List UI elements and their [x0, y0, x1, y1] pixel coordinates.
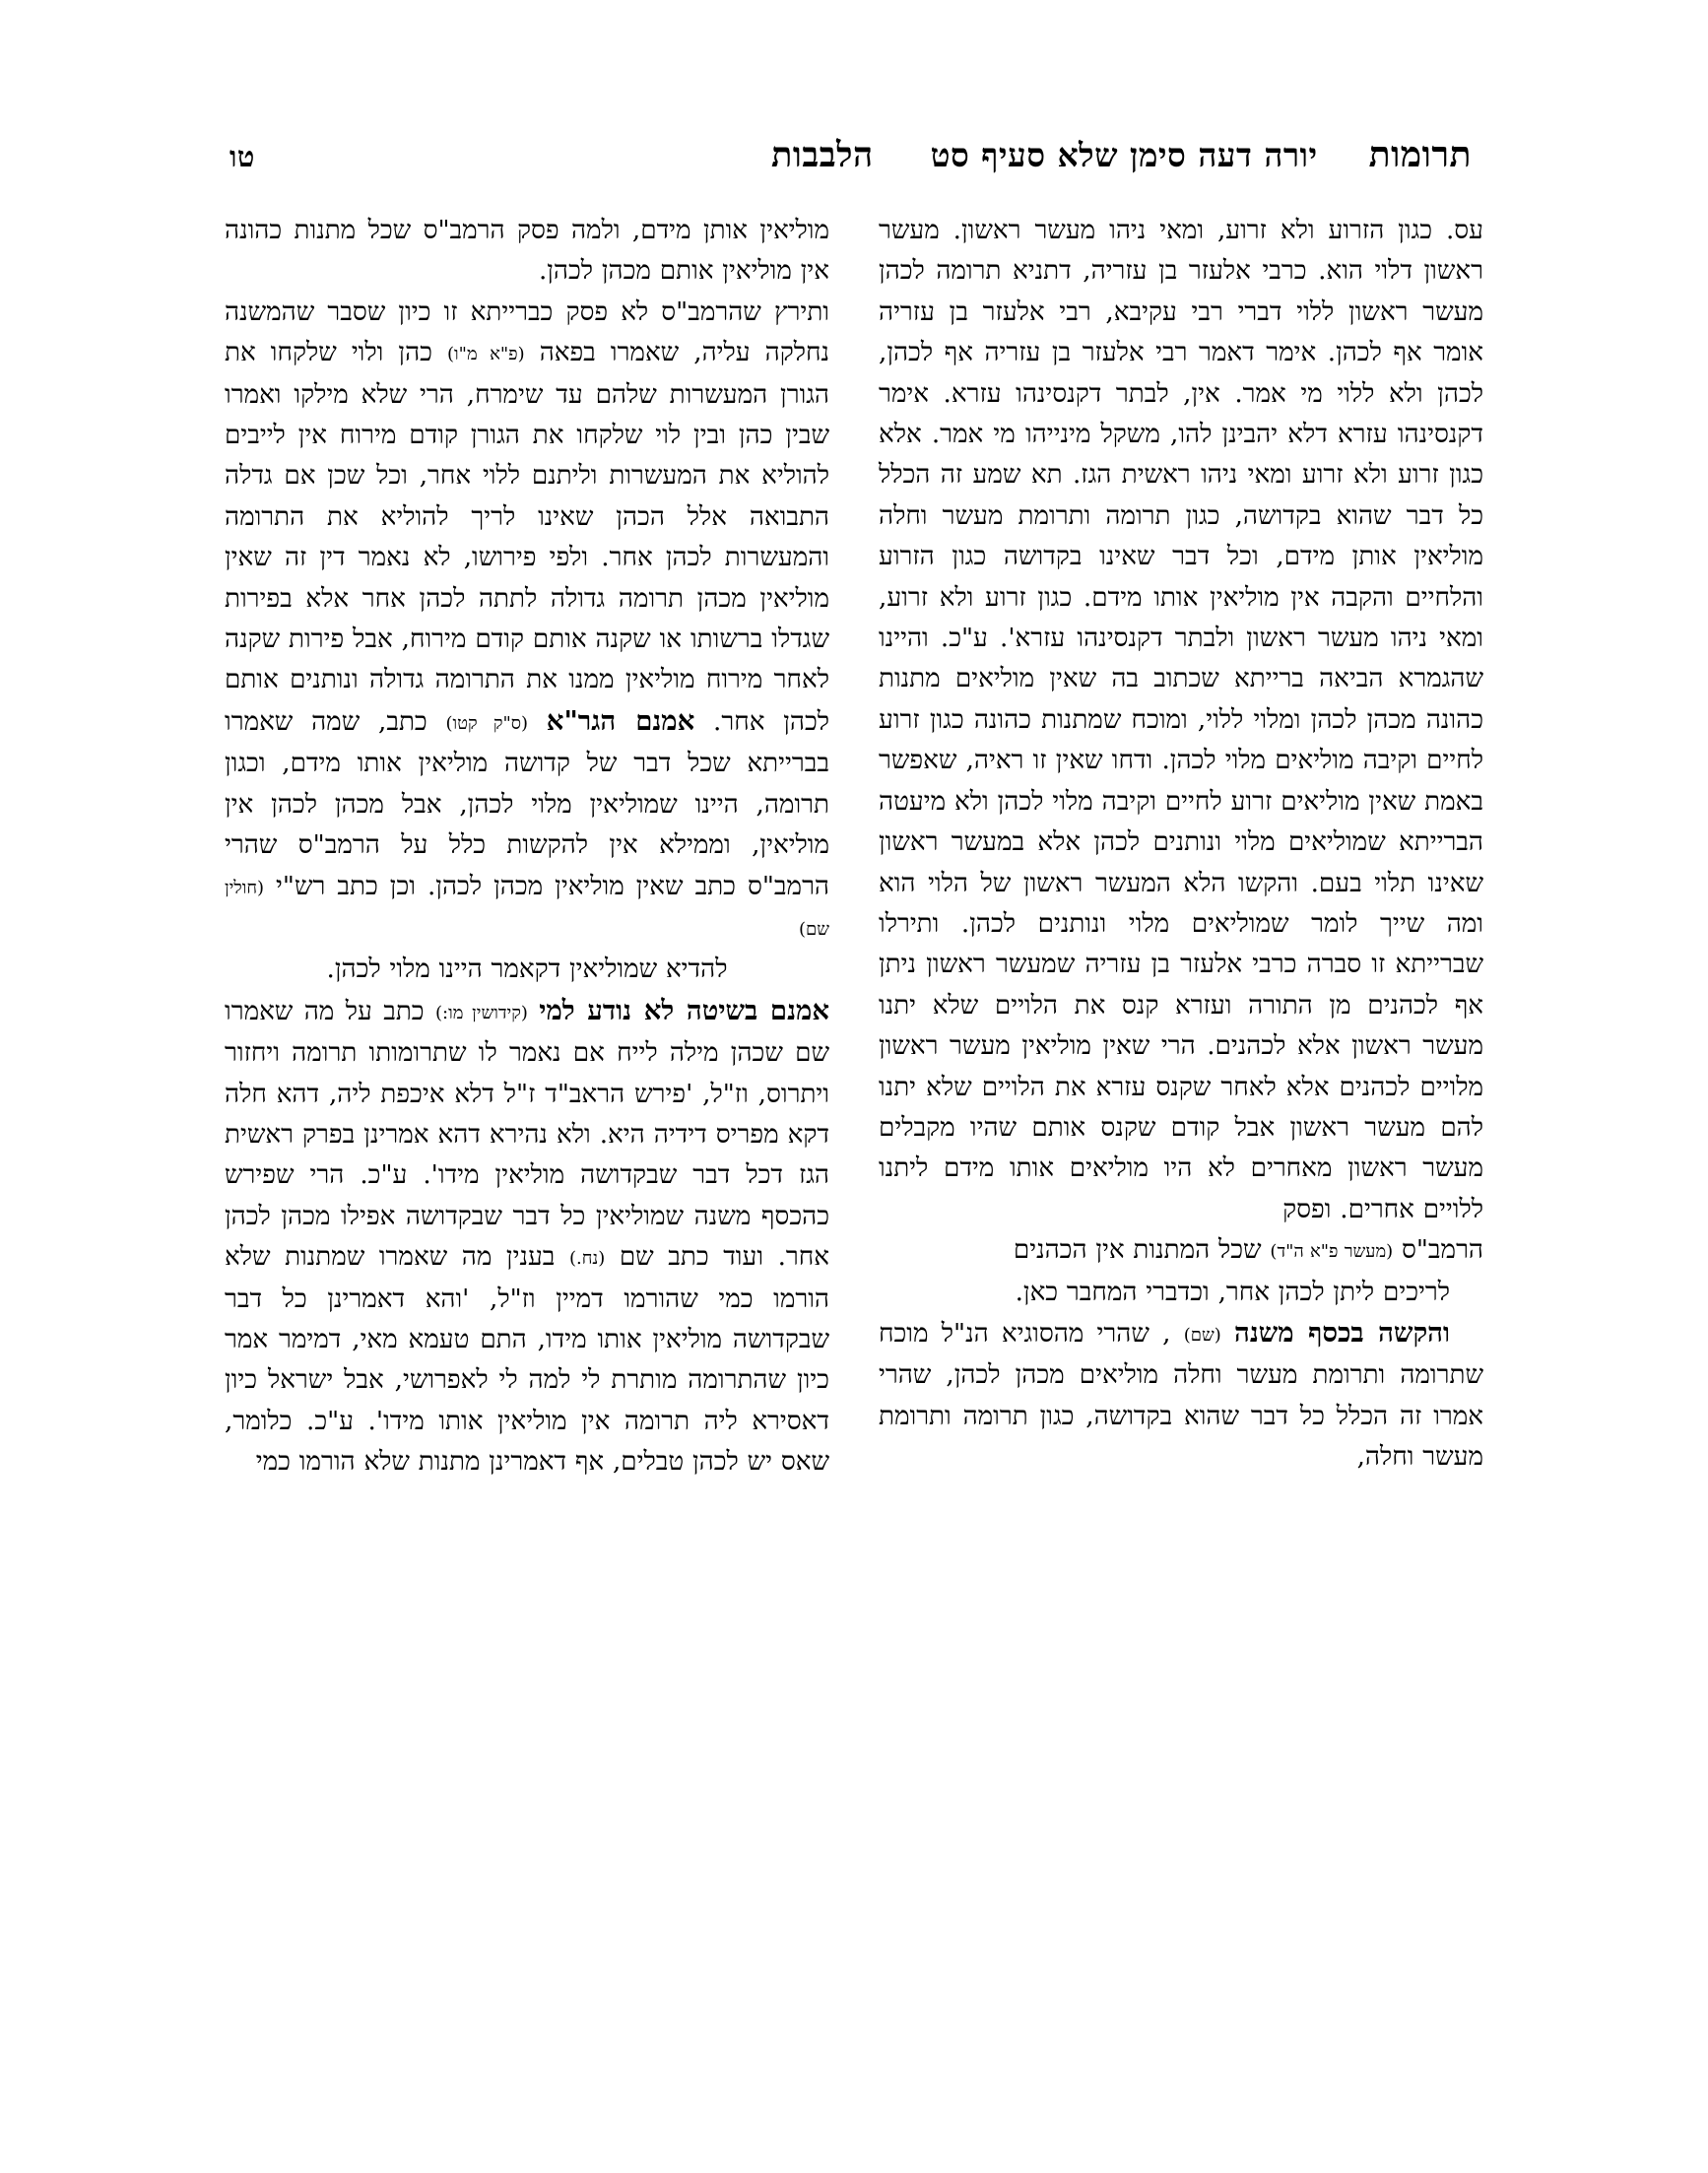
paragraph [225, 211, 829, 293]
source-reference: (קידושין מו:) [435, 1002, 528, 1023]
source-reference: (ס"ק קטו) [445, 712, 528, 734]
paragraph [225, 293, 829, 951]
source-reference: (מעשר פ"א ה"ד) [1270, 1241, 1394, 1263]
source-reference: (פ"א מ"ו) [447, 344, 525, 365]
paragraph [879, 1230, 1483, 1272]
paragraph-text-c: כתב, שמה שאמרו בברייתא שכל דבר של קדושה מוליאין אותו מידם, וכגון תרומה, היינו שמוליאין מלוי לכהן, אבל מכהן לכהן אין מוליאין, וממילא אין להקשות כלל על הרמב"ס שהרי הרמב"ס כתב שאין מוליאין מכהן לכהן. וכן כתב רש"י [225, 706, 829, 901]
column-left [225, 211, 829, 2078]
running-header-siman: יורה דעה סימן שלא סעיף סט [930, 136, 1318, 174]
paragraph-text: מוליאין אותן מידם, ולמה פסק הרמב"ס שכל מתנות כהונה אין מוליאין אותם מכהן לכהן. [225, 216, 829, 287]
paragraph-text-a: כתב על מה שאמרו שם שכהן מילה לייח אם נאמר לו שתרומותו תרומה ויחזור ויתרוס, וז"ל, 'פירש הראב"ד ז"ל דלא איכפת ליה, דהא חלה דקא מפריס דידיה היא. ולא נהירא דהא אמרינן בפרק ראשית הגז דכל דבר שבקדושה מוליאין מידו'. ע"כ. הרי שפירש כהכסף משנה שמוליאין כל דבר שבקדושה אפילו מכהן לכהן אחר. ועוד כתב שם [225, 996, 829, 1273]
paragraph [225, 950, 829, 990]
paragraph-text: עס. כגון הזרוע ולא זרוע, ומאי ניהו מעשר ראשון. מעשר ראשון דלוי הוא. כרבי אלעזר בן עזריה, דתניא תרומה לכהן מעשר ראשון ללוי דברי רבי עקיבא, רבי אלעזר בן עזריה אומר אף לכהן. אימר דאמר רבי אלעזר בן עזריה אף לכהן, לכהן ולא ללוי מי אמר. אין, לבתר דקנסינהו עזרא. אימר דקנסינהו עזרא דלא יהבינן להו, משקל מינייהו מי אמר. אלא כגון זרוע ולא זרוע ומאי ניהו ראשית הגז. תא שמע זה הכלל כל דבר שהוא בקדושה, כגון תרומה ותרומת מעשר וחלה מוליאין אותן מידם, וכל דבר שאינו בקדושה כגון הזרוע והלחיים והקבה אין מוליאין אותו מידם. כגון זרוע ולא זרוע, ומאי ניהו מעשר ראשון ולבתר דקנסינהו עזרא'. ע"כ. והיינו שהגמרא הביאה ברייתא שכתוב בה שאין מוליאים מתנות כהונה מכהן לכהן ומלוי ללוי, ומוכח שמתנות כהונה כגון זרוע לחיים וקיבה מוליאים מלוי לכהן. ודחו שאין זו ראיה, שאפשר באמת שאין מוליאים זרוע לחיים וקיבה מלוי לכהן ולא מיעטה הברייתא שמוליאים מלוי ונותנים לכהן אלא במעשר ראשון שאינו תלוי בעם. והקשו הלא המעשר ראשון של הלוי הוא ומה שייך לומר שמוליאים מלוי ונותנים לכהן. ותירלו שברייתא זו סברה כרבי אלעזר בן עזריה שמעשר ראשון ניתן אף לכהנים מן התורה ועזרא קנס את הלויים שלא יתנו מעשר ראשון אלא לכהנים. הרי שאין מוליאין מעשר ראשון מלויים לכהנים אלא לאחר שקנס עזרא את הלויים שלא יתנו להם מעשר ראשון אבל קודם שקנס אותם שהיו מקבלים מעשר ראשון מאחרים לא היו מוליאים אותו מידם ליתנו ללויים אחרים. ופסק [879, 216, 1483, 1224]
paragraph [879, 1313, 1483, 1479]
paragraph-text-a: ותירץ שהרמב"ס לא פסק כברייתא זו כיון שסבר שהמשנה נחלקה עליה, שאמרו בפאה [225, 296, 830, 368]
paragraph-lead: אמנם בשיטה לא נודע למי [539, 994, 829, 1026]
paragraph-text-b: שכל המתנות אין הכהנים [1013, 1235, 1262, 1266]
column-right [879, 211, 1483, 2078]
body-columns [225, 211, 1483, 2078]
paragraph-text-b: כהן ולוי שלקחו את הגורן המעשרות שלהם עד שימרח, הרי שלא מילקו ואמרו שבין כהן ובין לוי שלקחו את הגורן קודם מירוח אין לייבים להוליא את המעשרות וליתנם ללוי אחר, וכל שכן אם גדלה התבואה אלל הכהן שאינו לריך להוליא את התרומה והמעשרות לכהן אחר. ולפי פירושו, לא נאמר דין זה שאין מוליאין מכהן תרומה גדולה לתתה לכהן אחר אלא בפירות שגדלו ברשותו או שקנה אותם קודם מירוח, אבל פירות שקנה לאחר מירוח מוליאין ממנו את התרומה גדולה ונותנים אותם לכהן אחר. [225, 338, 830, 737]
source-reference: (שם) [1183, 1324, 1221, 1346]
running-header [230, 134, 1472, 202]
running-header-main [771, 134, 1472, 175]
paragraph [879, 1273, 1483, 1313]
running-header-book: הלבבות [771, 135, 874, 175]
paragraph-text-b: בענין מה שאמרו שמתנות שלא הורמו כמי שהורמו דמיין וז"ל, 'והא דאמרינן כל דבר שבקדושה מוליאין אותו מידו, התם טעמא מאי, דמימר אמר כיון שהתרומה מותרת לי למה לי לאפרושי, אבל ישראל כיון דאסירא ליה תרומה אין מוליאין אותו מידו'. ע"כ. כלומר, שאס יש לכהן טבלים, אף דאמרינן מתנות שלא הורמו כמי [225, 1242, 829, 1478]
paragraph-lead: אמנם הגר"א [546, 704, 695, 737]
folio-number: טו [230, 140, 255, 173]
running-header-topic: תרומות [1368, 134, 1472, 175]
paragraph [879, 211, 1483, 1230]
source-reference: (נח.) [568, 1248, 606, 1270]
paragraph-text: , שהרי מהסוגיא הנ"ל מוכח שתרומה ותרומת מעשר וחלה מוליאים מכהן לכהן, שהרי אמרו זה הכלל כל דבר שהוא בקדושה, כגון תרומה ותרומת מעשר וחלה, [879, 1318, 1483, 1473]
paragraph-text: לריכים ליתן לכהן אחר, וכדברי המחבר כאן. [1015, 1277, 1450, 1307]
paragraph-text-a: הרמב"ס [1401, 1235, 1483, 1266]
paragraph [225, 991, 829, 1483]
source-reference: (חולין שם) [225, 877, 829, 940]
paragraph-text: להדיא שמוליאין דקאמר היינו מלוי לכהן. [326, 955, 728, 985]
paragraph-lead: והקשה בכסף משנה [1234, 1316, 1451, 1349]
